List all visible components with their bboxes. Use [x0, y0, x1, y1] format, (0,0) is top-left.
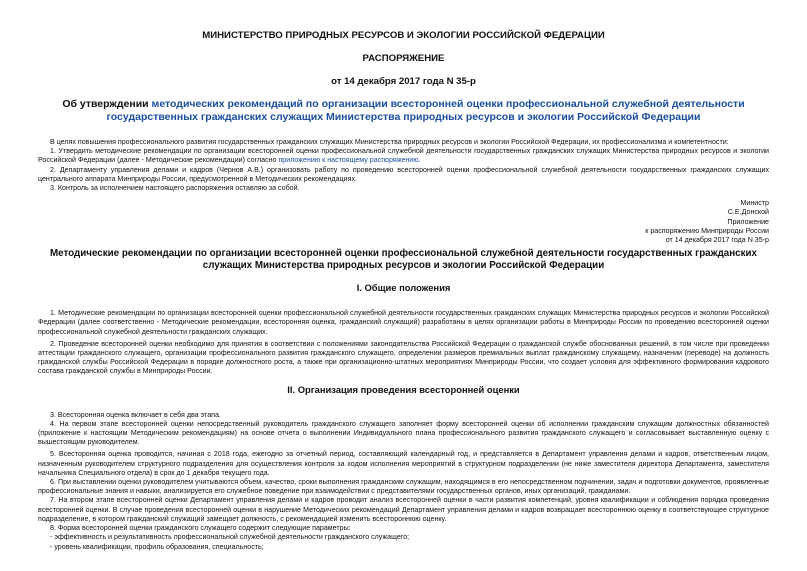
s2-paragraph-3: 3. Всесторонняя оценка включает в себя два этапа. — [50, 410, 221, 419]
section-1-heading: I. Общие положения — [356, 282, 451, 294]
title-link[interactable]: методических рекомендаций по организации всесторонней оценки профессиональной служебной деятельности государственных гражданских служащих Министерства природных ресурсов и экологии Российской Федерации — [106, 98, 745, 123]
appendix-date: от 14 декабря 2017 года N 35-р — [665, 236, 769, 245]
paragraph-3: 3. Контроль за исполнением настоящего распоряжения оставляю за собой. — [50, 184, 300, 193]
paragraph-1 — [38, 147, 769, 165]
title-prefix: Об утверждении — [62, 98, 152, 110]
paragraph-1-text: 1. Утвердить методические рекомендации по организации всесторонней оценки профессиональной служебной деятельности государственных гражданских служащих Министерства природных ресурсов и экологии Российской Федерации (далее - Методические рекомендации) согласно — [38, 147, 769, 165]
s2-bullet-2: - уровень квалификации, профиль образования, специальность; — [50, 542, 264, 551]
appendix-order: к распоряжению Минприроды России — [645, 226, 769, 235]
appendix-link[interactable]: приложению к настоящему распоряжению — [278, 156, 419, 165]
ministry-heading: МИНИСТЕРСТВО ПРИРОДНЫХ РЕСУРСОВ И ЭКОЛОГИИ РОССИЙСКОЙ ФЕДЕРАЦИИ — [202, 30, 605, 41]
s2-paragraph-8: 8. Форма всесторонней оценки гражданского служащего содержит следующие параметры: — [50, 524, 351, 533]
appendix-label: Приложение — [727, 217, 769, 226]
document-date: от 14 декабря 2017 года N 35-р — [331, 76, 476, 87]
document-type: РАСПОРЯЖЕНИЕ — [362, 53, 445, 64]
document-title — [44, 98, 763, 124]
paragraph-1-end: . — [418, 156, 421, 165]
s2-paragraph-4: 4. На первом этапе всесторонней оценки непосредственный руководитель гражданского служащего заполняет форму всесторонней оценки об исполнении гражданским служащим должностных обязанностей (приложение к настоящим Методическим рекомендациям) на основе отчета о выполнении Индивидуального плана профессионального развития гражданского служащего и согласовывает выставленную оценку с вышестоящим руководителем. — [38, 419, 769, 447]
s2-paragraph-7: 7. На втором этапе всесторонней оценки Департамент управления делами и кадров проводит анализ всесторонней оценки в части развития компетенций, уровня квалификации и соблюдения порядка проведения всесторонней оценки. В случае проведения всесторонней оценки в нарушение Методических рекомендаций Департамент управления делами и кадров возвращает всестороннюю оценку в соответствующее структурное подразделение, в котором гражданский служащий замещает должность, с рекомендацией изменить всестороннюю оценку. — [38, 496, 769, 523]
s2-paragraph-6: 6. При выставлении оценки руководителем учитываются объем, качество, сроки выполнения гражданским служащим, находящимся в его непосредственном подчинении, задач и подготовки документов, проявленные профессиональные знания и навыки, анализируется его служебное поведение при взаимодействии с представителями государственных органов, иных организаций, гражданами. — [38, 478, 769, 496]
paragraph-2: 2. Департаменту управления делами и кадров (Чернов А.В.) организовать работу по проведению всесторонней оценки профессиональной служебной деятельности государственных гражданских служащих центрального аппарата Минприроды России, предусмотренной в Методических рекомендациях. — [38, 165, 769, 183]
s1-paragraph-1: 1. Методические рекомендации по организации всесторонней оценки профессиональной служебной деятельности государственных гражданских служащих Министерства природных ресурсов и экологии Российской Федерации (далее соответственно - Методические рекомендации, всесторонняя оценка, гражданский служащий) разработаны в целях организации работы в Минприроды России по проведению всесторонней оценки профессиональной служебной деятельности гражданских служащих. — [38, 309, 769, 336]
signature-position: Министр — [740, 199, 769, 208]
s2-bullet-1: - эффективность и результативность профессиональной служебной деятельности гражданского служащего; — [50, 533, 410, 542]
intro-paragraph: В целях повышения профессионального развития государственных гражданских служащих Министерства природных ресурсов и экологии Российской Федерации, их профессионализма и компетентности: — [50, 138, 729, 146]
s2-paragraph-5: 5. Всесторонняя оценка проводится, начиная с 2018 года, ежегодно за отчетный период, составляющий календарный год, и представляется в Департамент управления делами и кадров, ответственным лицом, назначенным руководителем структурного подразделения для осуществления контроля за ходом исполнения мероприятий в структурном подразделении (не ниже заместителя директора Департамента, заместителя начальника Специального отдела) в срок до 1 декабря текущего года. — [38, 450, 769, 477]
s1-paragraph-2: 2. Проведение всесторонней оценки необходимо для принятия в соответствии с положениями законодательства Российской Федерации о гражданской службе обоснованных решений, в том числе при проведении аттестации гражданского служащего, организации профессионального развития гражданского служащего, определении размеров премиальных выплат гражданскому служащему, назначении (переводе) на должность гражданской службы Российской Федерации в порядке должностного роста, а также при организационно-штатных мероприятиях Минприроды России, что создает условия для эффективного формирования кадрового состава гражданской службы в Минприроды России. — [38, 339, 769, 376]
signature-name: С.Е.Донской — [727, 208, 769, 217]
section-2-heading: II. Организация проведения всесторонней оценки — [287, 383, 520, 395]
appendix-title: Методические рекомендации по организации всесторонней оценки профессиональной служебной деятельности государственных гражданских служащих Министерства природных ресурсов и экологии Российской Федерации — [50, 248, 757, 272]
